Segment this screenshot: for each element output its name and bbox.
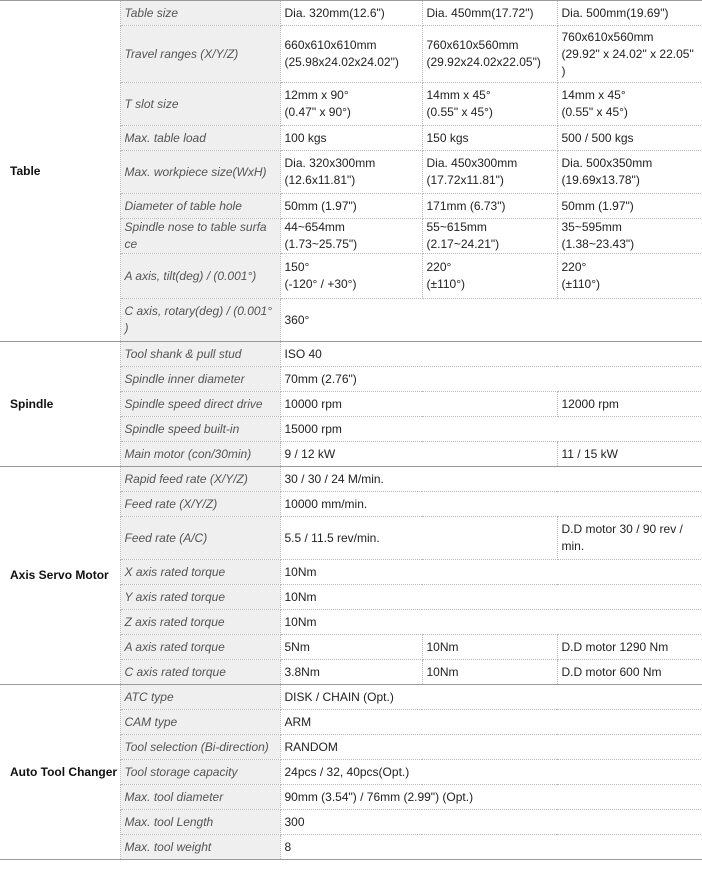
spec-value: 44~654mm (1.73~25.75") [280,219,422,254]
spec-label: Table size [120,1,280,26]
spec-value: ARM [280,710,702,735]
spec-label: Spindle nose to table surfa ce [120,219,280,254]
spec-value: 760x610x560mm (29.92x24.02x22.05") [422,26,557,83]
spec-label: Feed rate (X/Y/Z) [120,492,280,517]
spec-value: 9 / 12 kW [280,442,557,467]
spec-value: 100 kgs [280,126,422,151]
spec-value: 360° [280,299,702,342]
spec-label: Max. tool diameter [120,785,280,810]
spec-value: 11 / 15 kW [557,442,702,467]
spec-label: ATC type [120,685,280,710]
spec-value: 10Nm [422,635,557,660]
spec-table-body [0,1,702,860]
spec-row [0,1,702,26]
spec-value: 12000 rpm [557,392,702,417]
spec-value: ISO 40 [280,342,702,367]
spec-value: 35~595mm (1.38~23.43") [557,219,702,254]
spec-row [0,342,702,367]
spec-value: 220° (±110°) [422,254,557,299]
spec-label: Travel ranges (X/Y/Z) [120,26,280,83]
spec-label: Feed rate (A/C) [120,517,280,560]
spec-value: 8 [280,835,702,860]
spec-value: 24pcs / 32, 40pcs(Opt.) [280,760,702,785]
spec-value: 10Nm [422,660,557,685]
category-auto-tool-changer: Auto Tool Changer [0,685,120,860]
category-axis-servo-motor: Axis Servo Motor [0,467,120,685]
spec-label: Spindle inner diameter [120,367,280,392]
spec-label: Spindle speed direct drive [120,392,280,417]
spec-value: 3.8Nm [280,660,422,685]
spec-value: 171mm (6.73") [422,194,557,219]
category-table: Table [0,1,120,342]
spec-value: 660x610x610mm (25.98x24.02x24.02") [280,26,422,83]
spec-label: A axis, tilt(deg) / (0.001°) [120,254,280,299]
spec-value: 10Nm [280,610,702,635]
spec-value: Dia. 450mm(17.72") [422,1,557,26]
spec-value: 760x610x560mm (29.92" x 24.02" x 22.05" ) [557,26,702,83]
spec-value: 10000 rpm [280,392,557,417]
spec-label: A axis rated torque [120,635,280,660]
spec-value: RANDOM [280,735,702,760]
spec-value: 150 kgs [422,126,557,151]
spec-value: 150° (-120° / +30°) [280,254,422,299]
spec-value: DISK / CHAIN (Opt.) [280,685,702,710]
spec-row [0,685,702,710]
spec-value: Dia. 450x300mm (17.72x11.81") [422,151,557,194]
spec-value: 12mm x 90° (0.47" x 90°) [280,83,422,126]
spec-label: Max. tool Length [120,810,280,835]
spec-value: 55~615mm (2.17~24.21") [422,219,557,254]
spec-value: 30 / 30 / 24 M/min. [280,467,702,492]
spec-label: CAM type [120,710,280,735]
spec-label: Diameter of table hole [120,194,280,219]
spec-label: Y axis rated torque [120,585,280,610]
spec-label: Z axis rated torque [120,610,280,635]
spec-value: 70mm (2.76") [280,367,702,392]
spec-label: T slot size [120,83,280,126]
spec-row [0,467,702,492]
spec-label: C axis, rotary(deg) / (0.001° ) [120,299,280,342]
spec-label: Main motor (con/30min) [120,442,280,467]
spec-value: 5.5 / 11.5 rev/min. [280,517,557,560]
spec-value: 10Nm [280,560,702,585]
spec-value: 50mm (1.97") [280,194,422,219]
spec-label: Max. tool weight [120,835,280,860]
spec-value: 5Nm [280,635,422,660]
spec-label: Spindle speed built-in [120,417,280,442]
spec-value: 14mm x 45° (0.55" x 45°) [422,83,557,126]
spec-value: Dia. 500x350mm (19.69x13.78") [557,151,702,194]
spec-value: D.D motor 600 Nm [557,660,702,685]
spec-label: Tool shank & pull stud [120,342,280,367]
spec-value: Dia. 320mm(12.6") [280,1,422,26]
spec-label: X axis rated torque [120,560,280,585]
category-spindle: Spindle [0,342,120,467]
spec-label: Max. table load [120,126,280,151]
spec-value: 90mm (3.54") / 76mm (2.99") (Opt.) [280,785,702,810]
spec-value: 10Nm [280,585,702,610]
spec-value: Dia. 320x300mm (12.6x11.81") [280,151,422,194]
spec-label: Max. workpiece size(WxH) [120,151,280,194]
spec-value: 220° (±110°) [557,254,702,299]
spec-value: 500 / 500 kgs [557,126,702,151]
spec-value: Dia. 500mm(19.69") [557,1,702,26]
spec-label: Tool storage capacity [120,760,280,785]
spec-value: 10000 mm/min. [280,492,702,517]
spec-value: 14mm x 45° (0.55" x 45°) [557,83,702,126]
spec-label: Tool selection (Bi-direction) [120,735,280,760]
spec-value: D.D motor 30 / 90 rev / min. [557,517,702,560]
spec-label: Rapid feed rate (X/Y/Z) [120,467,280,492]
spec-value: 15000 rpm [280,417,702,442]
spec-value: 300 [280,810,702,835]
spec-value: D.D motor 1290 Nm [557,635,702,660]
spec-value: 50mm (1.97") [557,194,702,219]
spec-label: C axis rated torque [120,660,280,685]
